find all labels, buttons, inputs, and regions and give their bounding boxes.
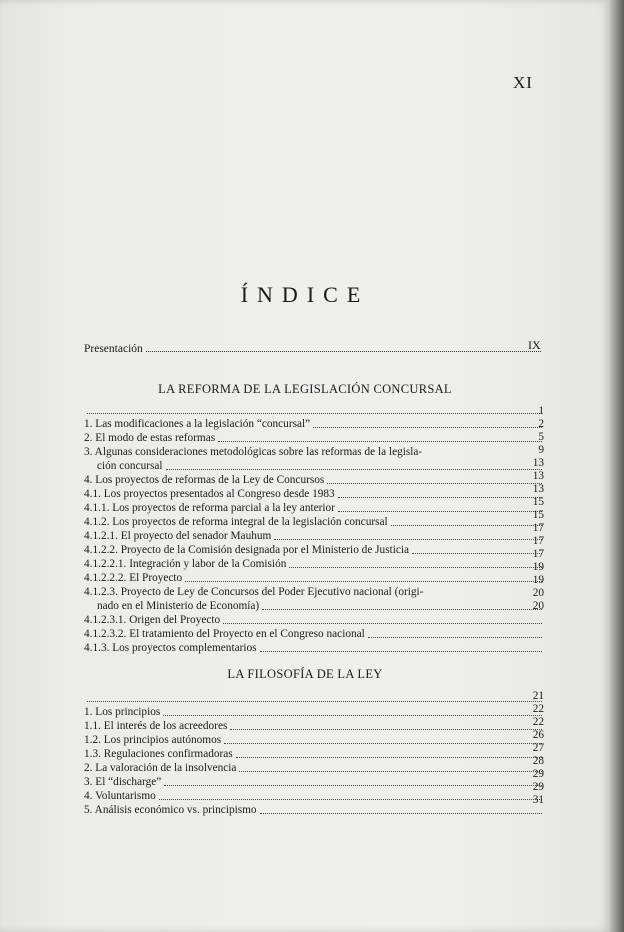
toc-entry-label: 4. Los proyectos de reformas de la Ley de Concursos (84, 474, 325, 486)
toc-entry (84, 445, 544, 473)
toc-entry-continuation (84, 459, 544, 473)
page-folio: XI (513, 73, 533, 92)
dot-leader (338, 497, 542, 498)
toc-list-filosofia (84, 691, 544, 817)
toc-entry (84, 627, 544, 641)
toc-entry (84, 515, 544, 529)
dot-leader (412, 553, 542, 554)
toc-entry-label: 1.3. Regulaciones confirmadoras (84, 748, 233, 760)
toc-entry (84, 529, 544, 543)
dot-leader (368, 637, 542, 638)
toc-page-number: 22 (532, 716, 544, 728)
toc-entry (84, 641, 544, 655)
toc-entry (84, 557, 544, 571)
dot-leader (338, 511, 542, 512)
dot-leader (159, 799, 542, 800)
toc-entry (84, 571, 544, 585)
toc-page-number: 31 (532, 794, 544, 806)
bleed-through-text (140, 118, 147, 141)
toc-page-column-reforma (530, 405, 544, 613)
dot-leader (87, 413, 542, 414)
toc-entry-label: 4. Voluntarismo (84, 790, 156, 802)
toc-entry-label: 4.1. Los proyectos presentados al Congreso desde 1983 (84, 488, 335, 500)
toc-entry-label: 4.1.2.3.1. Origen del Proyecto (84, 614, 221, 626)
toc-entry-label: 2. El modo de estas reformas (84, 432, 216, 444)
dot-leader (224, 743, 542, 744)
section-title-reforma: LA REFORMA DE LA LEGISLACIÓN CONCURSAL (158, 382, 452, 396)
toc-entry (84, 543, 544, 557)
toc-page-number: 20 (532, 587, 544, 599)
dot-leader (260, 813, 542, 814)
dot-leader (166, 469, 542, 470)
toc-entry-label: 4.1.2.2.2. El Proyecto (84, 572, 183, 584)
toc-entry-label: 4.1.2. Los proyectos de reforma integral de la legislación concursal (84, 516, 388, 528)
toc-page-number: 17 (532, 548, 544, 560)
toc-presentacion (84, 338, 544, 355)
toc-entry-label: 4.1.2.3. Proyecto de Ley de Concursos del Poder Ejecutivo nacional (origi- (84, 586, 424, 598)
toc-page-number: 19 (532, 574, 544, 586)
toc-page-number: 2 (538, 418, 544, 430)
toc-entry-label: 4.1.2.1. El proyecto del senador Mauhum (84, 530, 272, 542)
toc-page-number: 29 (532, 768, 544, 780)
dot-leader (185, 581, 542, 582)
book-spine-shadow (610, 0, 624, 932)
dot-leader (262, 609, 542, 610)
toc-entry-label: 4.1.2.2. Proyecto de la Comisión designada por el Ministerio de Justicia (84, 544, 410, 556)
toc-entry-label: 2. La valoración de la insolvencia (84, 762, 237, 774)
toc-page-number: 19 (532, 561, 544, 573)
toc-entry-continuation (84, 599, 544, 613)
toc-entry (84, 473, 544, 487)
toc-page-number: 29 (532, 781, 544, 793)
toc-entry (84, 501, 544, 515)
toc-entry (84, 613, 544, 627)
index-title: ÍNDICE (240, 282, 370, 307)
toc-list-reforma (84, 403, 544, 655)
toc-entry (84, 705, 544, 719)
toc-entry-label: 1. Los principios (84, 706, 161, 718)
dot-leader (146, 351, 541, 352)
dot-leader (230, 729, 542, 730)
dot-leader (260, 651, 542, 652)
toc-page-number: 1 (538, 405, 544, 417)
toc-entry (84, 761, 544, 775)
toc-page-number: IX (528, 338, 541, 352)
toc-page-number: 13 (532, 457, 544, 469)
toc-page-number: 17 (532, 535, 544, 547)
toc-entry-label: 1.1. El interés de los acreedores (84, 720, 228, 732)
toc-page-number: 20 (532, 600, 544, 612)
toc-entry (84, 487, 544, 501)
toc-entry-label-continued: ción concursal (97, 460, 163, 472)
toc-page-number: 13 (532, 470, 544, 482)
dot-leader (327, 483, 542, 484)
dot-leader (87, 701, 542, 702)
toc-entry (84, 747, 544, 761)
toc-entry (84, 403, 544, 417)
dot-leader (274, 539, 542, 540)
toc-page-number: 15 (532, 496, 544, 508)
toc-entry-label: 5. Análisis económico vs. principismo (84, 804, 257, 816)
toc-entry-label: 3. Algunas consideraciones metodológicas sobre las reformas de la legisla- (84, 446, 423, 458)
toc-entry-label: 4.1.2.2.1. Integración y labor de la Comisión (84, 558, 287, 570)
toc-entry-label: 1. Las modificaciones a la legislación “concursal” (84, 418, 311, 430)
toc-entry (84, 691, 544, 705)
toc-entry-label: Presentación (84, 343, 143, 355)
dot-leader (236, 757, 542, 758)
dot-leader (218, 441, 542, 442)
dot-leader (239, 771, 542, 772)
toc-page-number: 9 (538, 444, 544, 456)
toc-entry (84, 431, 544, 445)
dot-leader (164, 785, 542, 786)
toc-page-number: 17 (532, 522, 544, 534)
toc-entry-label: 4.1.1. Los proyectos de reforma parcial a la ley anterior (84, 502, 335, 514)
toc-entry-label-continued: nado en el Ministerio de Economía) (97, 600, 260, 612)
dot-leader (313, 427, 542, 428)
toc-page-number: 28 (532, 755, 544, 767)
toc-page-number: 5 (538, 431, 544, 443)
toc-entry-label: 4.1.3. Los proyectos complementarios (84, 642, 257, 654)
toc-page-number: 27 (532, 742, 544, 754)
toc-entry (84, 803, 544, 817)
toc-entry (84, 775, 544, 789)
toc-page-number: 13 (532, 483, 544, 495)
toc-entry-label: 3. El “discharge” (84, 776, 162, 788)
toc-entry-label: 1.2. Los principios autónomos (84, 734, 222, 746)
toc-entry (84, 417, 544, 431)
dot-leader (289, 567, 542, 568)
toc-entry (84, 733, 544, 747)
dot-leader (391, 525, 542, 526)
section-title-filosofia: LA FILOSOFÍA DE LA LEY (227, 667, 383, 681)
toc-page-number: 15 (532, 509, 544, 521)
toc-entry (84, 719, 544, 733)
toc-page-number: 26 (532, 729, 544, 741)
toc-entry-label: 4.1.2.3.2. El tratamiento del Proyecto en el Congreso nacional (84, 628, 365, 640)
dot-leader (223, 623, 542, 624)
toc-page-column-filosofia (530, 690, 544, 807)
toc-page-number: 21 (532, 690, 544, 702)
toc-entry (84, 789, 544, 803)
toc-page-number: 22 (532, 703, 544, 715)
toc-entry (84, 585, 544, 613)
dot-leader (163, 715, 542, 716)
